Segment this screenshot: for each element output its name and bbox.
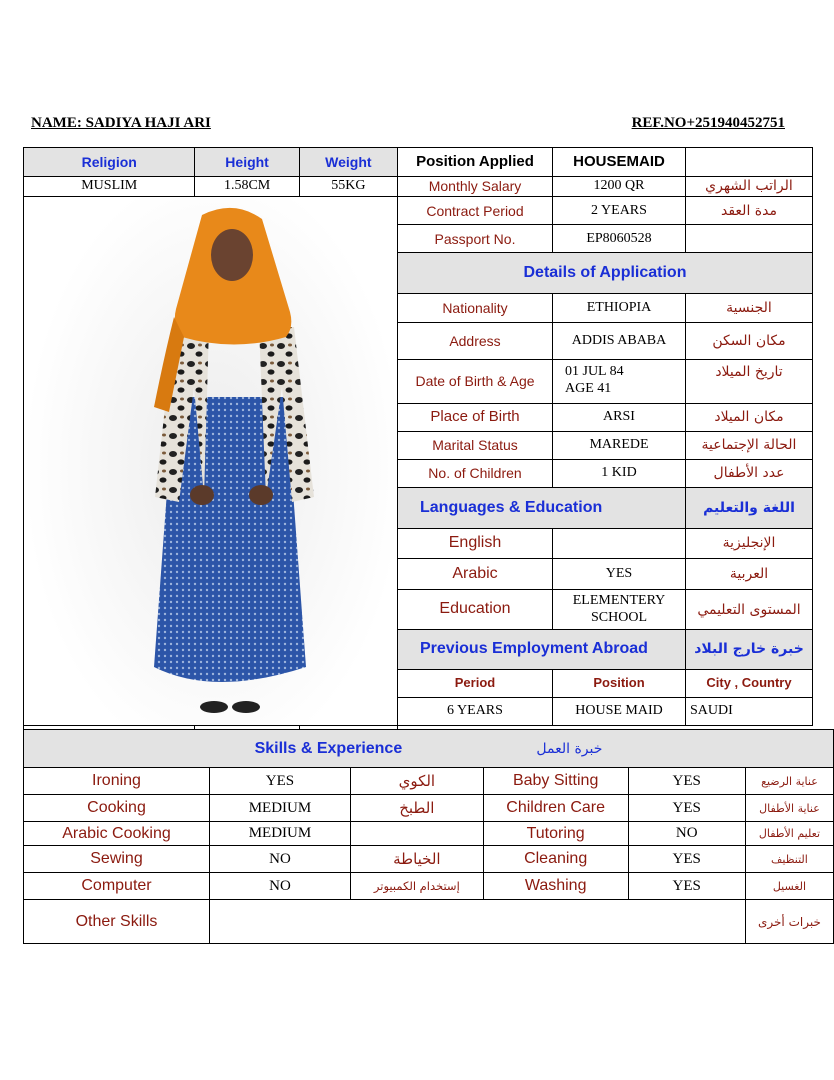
skill-tutoring-value: NO: [628, 822, 745, 846]
address-label: Address: [398, 323, 553, 360]
dob-arabic: تاريخ الميلاد: [686, 359, 813, 403]
other-skills-arabic: خبرات أخرى: [745, 900, 833, 944]
height-value: 1.58CM: [195, 177, 299, 197]
passport-value: EP8060528: [553, 225, 686, 253]
skill-sewing-arabic: الخياطة: [350, 846, 483, 873]
education-label: Education: [398, 590, 553, 630]
skill-arabic-cooking-value: MEDIUM: [210, 822, 351, 846]
skill-babysitting-value: YES: [628, 768, 745, 795]
height-label: Height: [195, 148, 299, 177]
skill-cleaning-label: Cleaning: [483, 846, 628, 873]
nationality-value: ETHIOPIA: [553, 294, 686, 323]
reference-number: REF.NO+251940452751: [631, 115, 785, 131]
employment-period-header: Period: [398, 669, 553, 697]
applicant-photo: [24, 197, 397, 725]
other-skills-value: [210, 900, 746, 944]
skill-babysitting-label: Baby Sitting: [483, 768, 628, 795]
skill-babysitting-arabic: عناية الرضيع: [745, 768, 833, 795]
contract-period-label: Contract Period: [398, 197, 553, 225]
empty-cell: [686, 148, 813, 177]
other-skills-label: Other Skills: [24, 900, 210, 944]
position-applied-value: HOUSEMAID: [553, 148, 686, 177]
skill-tutoring-label: Tutoring: [483, 822, 628, 846]
skill-computer-arabic: إستخدام الكمبيوتر: [350, 873, 483, 900]
skill-childcare-label: Children Care: [483, 795, 628, 822]
skill-childcare-value: YES: [628, 795, 745, 822]
education-arabic: المستوى التعليمي: [686, 590, 813, 630]
age-value: AGE 41: [565, 381, 612, 397]
address-arabic: مكان السكن: [686, 323, 813, 360]
position-applied-label: Position Applied: [398, 148, 553, 177]
marital-status-label: Marital Status: [398, 431, 553, 459]
skill-ironing-arabic: الكوي: [350, 768, 483, 795]
employment-position-header: Position: [553, 669, 686, 697]
passport-label: Passport No.: [398, 225, 553, 253]
dob-value: 01 JUL 84: [565, 364, 624, 380]
skill-cleaning-arabic: التنظيف: [745, 846, 833, 873]
skills-heading: Skills & Experience: [254, 739, 403, 757]
skill-arabic-cooking-label: Arabic Cooking: [24, 822, 210, 846]
applicant-photo-cell: [24, 197, 398, 726]
details-heading: Details of Application: [398, 253, 813, 294]
religion-label: Religion: [24, 148, 195, 177]
employment-position-value: HOUSE MAID: [553, 697, 686, 725]
skills-table: [23, 729, 834, 944]
skill-childcare-arabic: عناية الأطفال: [745, 795, 833, 822]
children-value: 1 KID: [553, 459, 686, 487]
religion-value: MUSLIM: [24, 177, 195, 197]
address-value: ADDIS ABABA: [553, 323, 686, 360]
skill-cooking-label: Cooking: [24, 795, 210, 822]
employment-city-header: City , Country: [686, 669, 813, 697]
dob-value-cell: [553, 359, 686, 403]
birthplace-label: Place of Birth: [398, 403, 553, 431]
skill-ironing-value: YES: [210, 768, 351, 795]
salary-label: Monthly Salary: [398, 177, 553, 197]
employment-heading-arabic: خبرة خارج البلاد: [686, 629, 813, 669]
employment-heading: Previous Employment Abroad: [398, 629, 686, 669]
skill-cleaning-value: YES: [628, 846, 745, 873]
languages-heading-arabic: اللغة والتعليم: [686, 488, 813, 529]
cv-main-table: [23, 147, 813, 748]
dob-label: Date of Birth & Age: [398, 359, 553, 403]
marital-status-value: MAREDE: [553, 431, 686, 459]
skill-cooking-arabic: الطبخ: [350, 795, 483, 822]
education-value: ELEMENTERY SCHOOL: [553, 590, 686, 630]
nationality-arabic: الجنسية: [686, 294, 813, 323]
empty-cell: [686, 225, 813, 253]
arabic-value: YES: [553, 558, 686, 589]
arabic-arabic: العربية: [686, 558, 813, 589]
applicant-name: NAME: SADIYA HAJI ARI: [31, 115, 211, 131]
birthplace-value: ARSI: [553, 403, 686, 431]
skill-arabic-cooking-arabic: [350, 822, 483, 846]
skill-washing-arabic: الغسيل: [745, 873, 833, 900]
skill-sewing-value: NO: [210, 846, 351, 873]
weight-value: 55KG: [299, 177, 397, 197]
english-arabic: الإنجليزية: [686, 528, 813, 558]
skill-tutoring-arabic: تعليم الأطفال: [745, 822, 833, 846]
birthplace-arabic: مكان الميلاد: [686, 403, 813, 431]
children-label: No. of Children: [398, 459, 553, 487]
skill-washing-value: YES: [628, 873, 745, 900]
skills-heading-row: [24, 730, 834, 768]
contract-period-value: 2 YEARS: [553, 197, 686, 225]
skill-computer-label: Computer: [24, 873, 210, 900]
marital-status-arabic: الحالة الإجتماعية: [686, 431, 813, 459]
skill-ironing-label: Ironing: [24, 768, 210, 795]
english-value: [553, 528, 686, 558]
contract-period-arabic: مدة العقد: [686, 197, 813, 225]
skills-heading-arabic: خبرة العمل: [536, 740, 603, 757]
skill-washing-label: Washing: [483, 873, 628, 900]
arabic-label: Arabic: [398, 558, 553, 589]
children-arabic: عدد الأطفال: [686, 459, 813, 487]
english-label: English: [398, 528, 553, 558]
employment-country-value: SAUDI: [686, 697, 813, 725]
skill-sewing-label: Sewing: [24, 846, 210, 873]
employment-period-value: 6 YEARS: [398, 697, 553, 725]
skill-computer-value: NO: [210, 873, 351, 900]
salary-value: 1200 QR: [553, 177, 686, 197]
languages-heading: Languages & Education: [398, 488, 686, 529]
skill-cooking-value: MEDIUM: [210, 795, 351, 822]
nationality-label: Nationality: [398, 294, 553, 323]
salary-arabic: الراتب الشهري: [686, 177, 813, 197]
weight-label: Weight: [299, 148, 397, 177]
